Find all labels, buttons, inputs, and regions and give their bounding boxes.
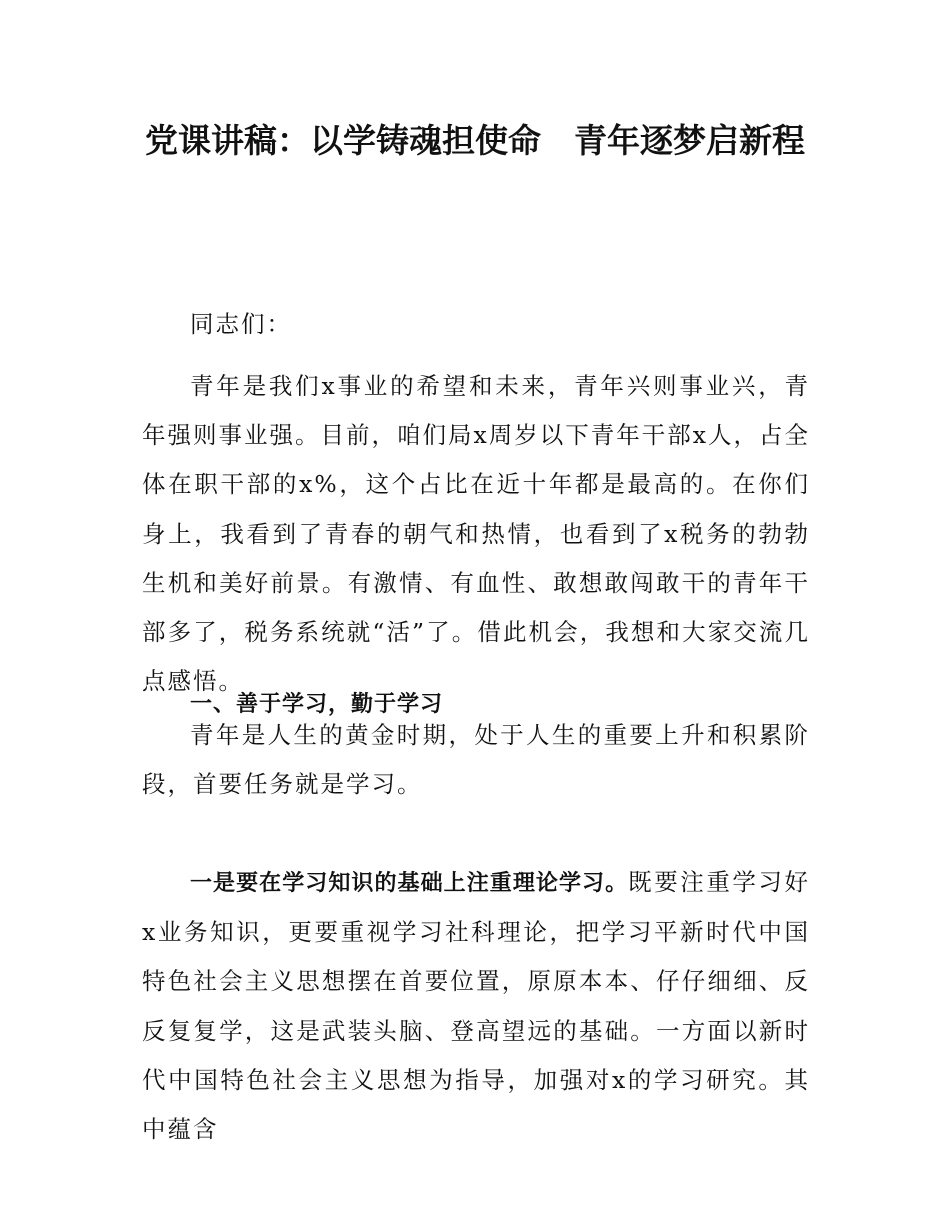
- section-heading-1: 一、善于学习，勤于学习: [190, 692, 444, 717]
- paragraph-intro: 青年是我们x事业的希望和未来，青年兴则事业兴，青年强则事业强。目前，咱们局x周岁以下青年干部x人，占全体在职干部的x%，这个占比在近十年都是最高的。在你们身上，我看到了青春的朝气和热情，也看到了x税务的勃勃生机和美好前景。有激情、有血性、敢想敢闯敢干的青年干部多了，税务系统就“活”了。借此机会，我想和大家交流几点感悟。: [142, 372, 811, 696]
- paragraph-body: 既要注重学习好x业务知识，更要重视学习社科理论，把学习平新时代中国特色社会主义思想摆在首要位置，原原本本、仔仔细细、反反复复学，这是武装头脑、登高望远的基础。一方面以新时代中国特色社会主义思想为指导，加强对x的学习研究。其中蕴含: [142, 868, 810, 1144]
- paragraph-theory-study: [142, 858, 810, 1154]
- paragraph-lead-bold: 一是要在学习知识的基础上注重理论学习。: [190, 871, 629, 896]
- paragraph-study-intro: 青年是人生的黄金时期，处于人生的重要上升和积累阶段，首要任务就是学习。: [142, 721, 810, 799]
- document-title: 党课讲稿：以学铸魂担使命 青年逐梦启新程: [145, 121, 805, 160]
- salutation: 同志们：: [190, 310, 292, 338]
